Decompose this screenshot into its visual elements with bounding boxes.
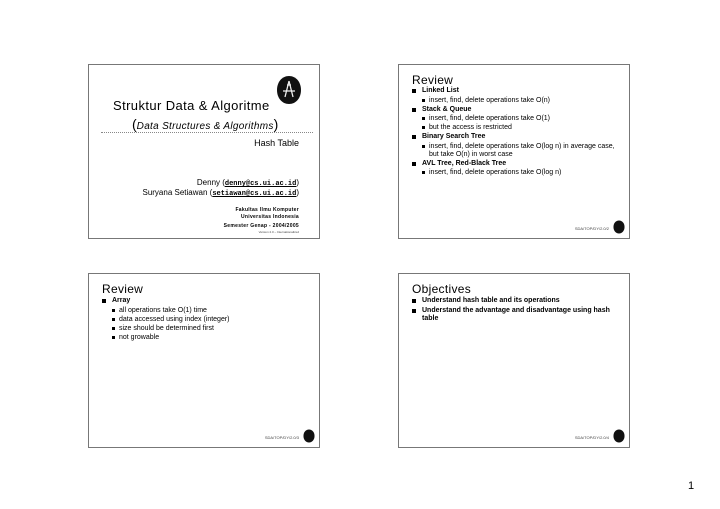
sub-list-item: insert, find, delete operations take O(1) [422, 115, 622, 123]
author-1-email: denny@cs.ui.ac.id [224, 180, 297, 188]
sub-list-item: insert, find, delete operations take O(n) [422, 97, 622, 105]
author-2-email: setiawan@cs.ui.ac.id [212, 190, 297, 198]
sub-list-item: size should be determined first [112, 325, 312, 333]
sub-list-item: insert, find, delete operations take O(log n) in average case, but take O(n) in worst case [422, 143, 622, 159]
sub-list-item: insert, find, delete operations take O(log n) [422, 169, 622, 177]
course-title: Struktur Data & Algoritme [113, 98, 270, 113]
slide-3-review [88, 273, 320, 448]
list-item: Array all operations take O(1) time data accessed using index (integer) size should be determined first not growable [102, 297, 312, 342]
slide-1-title [88, 64, 320, 239]
list-item: Linked List insert, find, delete operations take O(n) [412, 87, 622, 105]
bullet-list [412, 297, 622, 325]
sub-list-item: but the access is restricted [422, 124, 622, 132]
page-number: 1 [688, 480, 695, 492]
sub-list-item: all operations take O(1) time [112, 307, 312, 315]
slide-title: Review [412, 73, 454, 87]
list-item: Stack & Queue insert, find, delete operations take O(1) but the access is restricted [412, 106, 622, 133]
list-item: Binary Search Tree insert, find, delete operations take O(log n) in average case, but take O(n) in worst case [412, 133, 622, 159]
semester-label: Semester Genap - 2004/2005 [223, 223, 299, 229]
slide-footer: SDA/TOP/DY/2.0/4 [574, 435, 609, 440]
list-item: Understand hash table and its operations [412, 297, 622, 306]
slide-footer: SDA/TOP/DY/2.0/3 [264, 435, 299, 440]
faculty-name: Fakultas Ilmu Komputer [235, 207, 299, 213]
topic-title: Hash Table [254, 138, 299, 148]
university-logo-icon [613, 220, 625, 234]
divider [101, 132, 313, 133]
slide-title: Objectives [412, 282, 472, 296]
author-2: Suryana Setiawan (setiawan@cs.ui.ac.id) [142, 188, 299, 198]
course-subtitle: (Data Structures & Algorithms) [132, 116, 279, 132]
list-item: Understand the advantage and disadvantage using hash table [412, 307, 622, 324]
university-logo-icon [303, 429, 315, 443]
version-note: Version 2.0 – Internationalized [258, 230, 299, 234]
slide-2-review [398, 64, 630, 239]
list-item: AVL Tree, Red-Black Tree insert, find, delete operations take O(log n) [412, 160, 622, 178]
slide-title: Review [102, 282, 144, 296]
bullet-list [412, 87, 622, 178]
sub-list-item: data accessed using index (integer) [112, 316, 312, 324]
university-logo-icon [276, 75, 302, 105]
bullet-list [102, 297, 312, 343]
university-name: Universitas Indonesia [241, 214, 299, 220]
slide-footer: SDA/TOP/DY/2.0/2 [574, 226, 609, 231]
university-logo-icon [613, 429, 625, 443]
author-1: Denny (denny@cs.ui.ac.id) [196, 178, 299, 188]
sub-list-item: not growable [112, 334, 312, 342]
slide-4-objectives [398, 273, 630, 448]
